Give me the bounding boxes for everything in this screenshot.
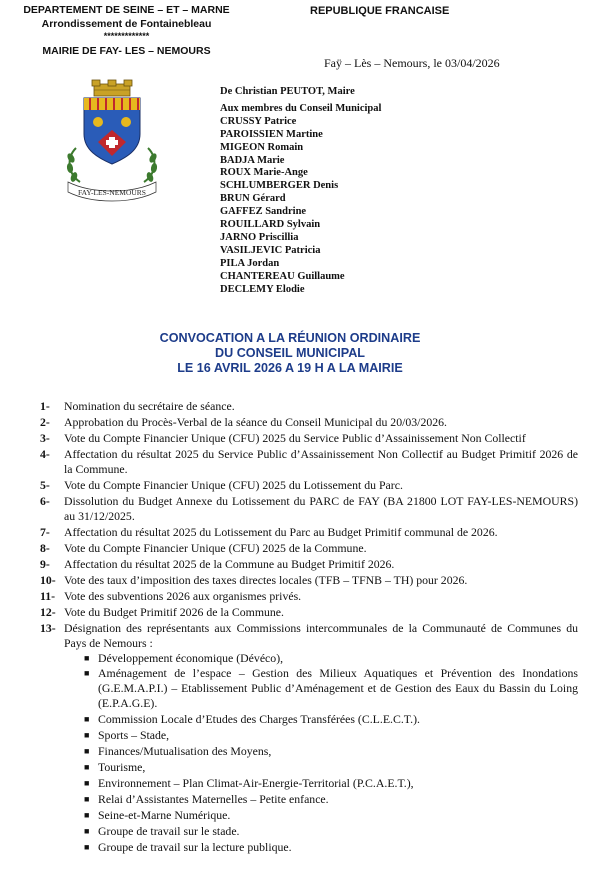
agenda-item — [40, 525, 578, 540]
agenda-item-text: Vote du Compte Financier Unique (CFU) 2025 du Lotissement du Parc. — [64, 477, 403, 492]
member-row — [220, 206, 381, 219]
member-row — [220, 284, 381, 297]
member-row — [220, 271, 381, 284]
bullet-icon: ■ — [84, 809, 90, 820]
mairie-name: MAIRIE DE FAY- LES – NEMOURS — [42, 45, 211, 57]
agenda-item — [40, 399, 578, 414]
convocation-title — [100, 331, 480, 376]
member-row — [220, 167, 381, 180]
member-first-name: Priscillia — [258, 231, 299, 243]
commission-item — [84, 744, 578, 759]
agenda-item — [40, 478, 578, 493]
member-first-name: Jordan — [247, 257, 280, 269]
agenda-item-text: Vote des subventions 2026 aux organismes privés. — [64, 589, 302, 604]
agenda-item-number: 12- — [40, 605, 56, 620]
separator-stars: ************* — [103, 31, 150, 41]
member-row — [220, 142, 381, 155]
commission-list — [64, 651, 578, 855]
crest-banner-text: FAY-LES-NEMOURS — [78, 188, 146, 197]
agenda-item-number: 3- — [40, 431, 50, 446]
agenda-item-number: 2- — [40, 415, 50, 430]
commission-item-text: Commission Locale d’Etudes des Charges Transférées (C.L.E.C.T.). — [98, 711, 420, 726]
member-row — [220, 116, 381, 129]
member-last-name: DECLEMY — [220, 283, 274, 295]
agenda-item-number: 7- — [40, 524, 50, 539]
agenda-item-text: Dissolution du Budget Annexe du Lotissement du PARC de FAY (BA 21800 LOT FAY-LES-NEMOURS) au 31/12/2025. — [64, 494, 578, 523]
commission-item-text: Aménagement de l’espace – Gestion des Milieux Aquatiques et Prévention des Inondations (G.E.M.A.P.I.) – Etablissement Public d’Aménagement et de Gestion des Eaux du Bassin du Loing (E.P.A.G.E). — [98, 666, 578, 710]
title-line-1: CONVOCATION A LA RÉUNION ORDINAIRE — [159, 331, 421, 345]
agenda-item-number: 8- — [40, 540, 50, 555]
commission-item-text: Groupe de travail sur la lecture publique. — [98, 839, 292, 854]
republic-label: REPUBLIQUE FRANCAISE — [310, 5, 450, 17]
member-first-name: Marie-Ange — [253, 167, 308, 179]
agenda-item-number: 10- — [40, 573, 56, 588]
member-last-name: VASILJEVIC — [220, 244, 283, 256]
bullet-icon: ■ — [84, 777, 90, 788]
member-row — [220, 232, 381, 245]
agenda-item — [40, 573, 578, 588]
member-last-name: MIGEON — [220, 141, 265, 153]
bullet-icon: ■ — [84, 713, 90, 724]
member-first-name: Sylvain — [286, 219, 321, 231]
agenda-item-number: 9- — [40, 556, 50, 571]
agenda-item — [40, 447, 578, 476]
commission-item-text: Relai d’Assistantes Maternelles – Petite enfance. — [98, 791, 329, 806]
bullet-icon: ■ — [84, 745, 90, 756]
commission-item-text: Finances/Mutualisation des Moyens, — [98, 743, 272, 758]
bullet-icon: ■ — [84, 841, 90, 852]
commission-item-text: Groupe de travail sur le stade. — [98, 823, 240, 838]
agenda-item — [40, 415, 578, 430]
member-row — [220, 129, 381, 142]
agenda-item — [40, 557, 578, 572]
member-first-name: Martine — [286, 128, 323, 140]
member-last-name: CHANTEREAU — [220, 270, 295, 282]
bullet-icon: ■ — [84, 761, 90, 772]
commission-item-text: Tourisme, — [98, 759, 146, 774]
member-row — [220, 155, 381, 168]
member-first-name: Romain — [267, 141, 304, 153]
crest-emblem — [62, 78, 162, 202]
recipients-block — [220, 86, 381, 297]
member-last-name: BRUN — [220, 193, 250, 205]
member-first-name: Gérard — [252, 193, 286, 205]
agenda-item-number: 6- — [40, 494, 50, 509]
commission-item-text: Sports – Stade, — [98, 727, 170, 742]
commission-item — [84, 840, 578, 855]
agenda-item-number: 5- — [40, 477, 50, 492]
commission-item — [84, 728, 578, 743]
title-line-3: LE 16 AVRIL 2026 A 19 H A LA MAIRIE — [177, 361, 403, 375]
department-name: DEPARTEMENT DE SEINE – ET – MARNE — [23, 4, 230, 16]
member-first-name: Elodie — [275, 283, 305, 295]
recipients-intro: Aux membres du Conseil Municipal — [220, 102, 382, 114]
agenda-item-number: 13- — [40, 621, 56, 636]
bullet-icon: ■ — [84, 729, 90, 740]
member-first-name: Patricia — [284, 244, 321, 256]
agenda-item-text: Nomination du secrétaire de séance. — [64, 399, 235, 413]
member-last-name: ROUILLARD — [220, 219, 285, 231]
member-first-name: Guillaume — [297, 270, 345, 282]
agenda-item — [40, 494, 578, 523]
agenda-item-text: Affectation du résultat 2025 du Service Public d’Assainissement Non Collectif au Budget Primitif 2026 de la Commune. — [64, 447, 578, 476]
agenda-item-number: 1- — [40, 399, 50, 413]
agenda-item — [40, 605, 578, 620]
bullet-icon: ■ — [84, 652, 90, 663]
member-first-name: Denis — [313, 180, 339, 192]
agenda-list — [40, 399, 578, 856]
arrondissement-name: Arrondissement de Fontainebleau — [41, 17, 212, 30]
issuer-block — [14, 4, 239, 59]
member-last-name: PILA — [220, 257, 245, 269]
commission-item-text: Seine-et-Marne Numérique. — [98, 807, 231, 822]
member-first-name: Sandrine — [265, 206, 307, 218]
member-last-name: CRUSSY — [220, 115, 262, 127]
title-line-2: DU CONSEIL MUNICIPAL — [215, 346, 365, 360]
bullet-icon: ■ — [84, 668, 90, 679]
agenda-item-text: Vote du Compte Financier Unique (CFU) 2025 de la Commune. — [64, 540, 367, 555]
agenda-item-text: Désignation des représentants aux Commissions intercommunales de la Communauté de Communes du Pays de Nemours : — [64, 621, 578, 650]
shield-icon — [84, 98, 140, 164]
member-last-name: PAROISSIEN — [220, 128, 284, 140]
commission-item — [84, 776, 578, 791]
agenda-item — [40, 431, 578, 446]
commission-item — [84, 651, 578, 666]
member-row — [220, 180, 381, 193]
member-last-name: GAFFEZ — [220, 206, 263, 218]
member-row — [220, 219, 381, 232]
sender-line: De Christian PEUTOT, Maire — [220, 86, 355, 97]
agenda-item-text: Vote du Compte Financier Unique (CFU) 2025 du Service Public d’Assainissement Non Collectif — [64, 431, 526, 446]
commission-item-text: Développement économique (Dévéco), — [98, 650, 284, 665]
agenda-item-text: Approbation du Procès-Verbal de la séance du Conseil Municipal du 20/03/2026. — [64, 415, 447, 430]
member-last-name: ROUX — [220, 167, 251, 179]
commission-item — [84, 712, 578, 727]
agenda-item-number: 11- — [40, 589, 56, 604]
member-last-name: BADJA — [220, 154, 255, 166]
member-list — [220, 116, 381, 297]
commission-item — [84, 824, 578, 839]
town-crest — [62, 78, 162, 202]
member-first-name: Marie — [257, 154, 285, 166]
agenda-item-text: Affectation du résultat 2025 de la Commune au Budget Primitif 2026. — [64, 556, 395, 571]
agenda-item — [40, 621, 578, 854]
commission-item-text: Environnement – Plan Climat-Air-Energie-Territorial (P.C.A.E.T.), — [98, 775, 414, 790]
member-first-name: Patrice — [264, 115, 297, 127]
commission-item — [84, 666, 578, 710]
agenda-item-number: 4- — [40, 447, 50, 462]
commission-item — [84, 808, 578, 823]
agenda-item-text: Vote des taux d’imposition des taxes directes locales (TFB – TFNB – TH) pour 2026. — [64, 573, 468, 588]
bullet-icon: ■ — [84, 825, 90, 836]
agenda-item — [40, 589, 578, 604]
commission-item — [84, 760, 578, 775]
agenda-item-text: Vote du Budget Primitif 2026 de la Commune. — [64, 605, 284, 620]
member-row — [220, 245, 381, 258]
member-last-name: SCHLUMBERGER — [220, 180, 311, 192]
commission-item — [84, 792, 578, 807]
member-last-name: JARNO — [220, 231, 257, 243]
mural-crown-icon — [92, 80, 132, 96]
member-row — [220, 258, 381, 271]
member-row — [220, 193, 381, 206]
bullet-icon: ■ — [84, 793, 90, 804]
agenda-item — [40, 541, 578, 556]
agenda-item-text: Affectation du résultat 2025 du Lotissement du Parc au Budget Primitif communal de 2026. — [64, 524, 498, 539]
date-line: Faÿ – Lès – Nemours, le 03/04/2026 — [324, 56, 500, 70]
